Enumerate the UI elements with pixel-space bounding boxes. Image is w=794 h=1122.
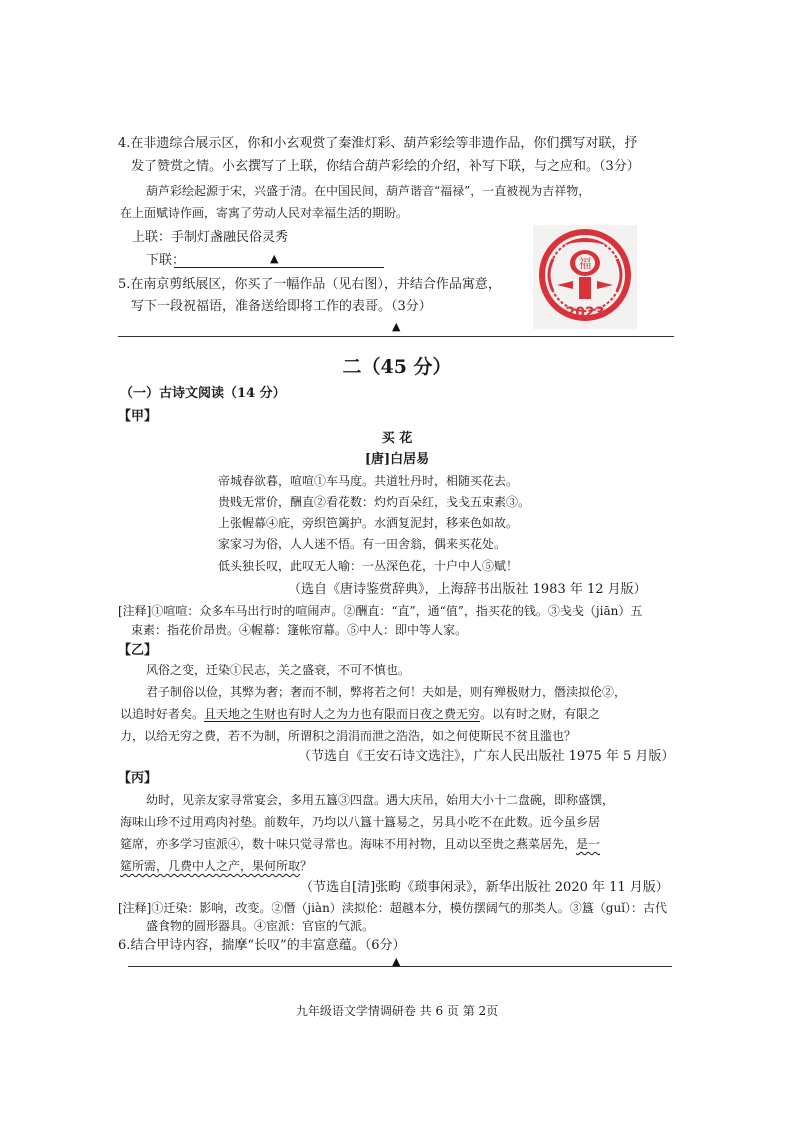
papercut-lantern-tassel (579, 277, 591, 299)
q4-intro-2: 在上面赋诗作画，寄寓了劳动人民对幸福生活的期盼。 (120, 206, 409, 220)
bing-note-2: 盛食物的圆形器具。④宦派：官宦的气派。 (146, 919, 375, 933)
bing-4-post: ？ (300, 859, 313, 873)
yi-underlined-sentence: 且天地之生财也有时人之为力也有限而日夜之费无穷 (204, 707, 481, 721)
poem-line-3: 上张幄幕④庇，旁织笆篱护。水洒复泥封，移来色如故。 (218, 516, 519, 530)
bing-line-4 (120, 858, 312, 875)
divider-2 (128, 966, 672, 967)
papercut-year: 2023 (565, 305, 605, 321)
yi-source: （节选自《王安石诗文选注》，广东人民出版社 1975 年 5 月版） (298, 749, 675, 764)
q6-text: 6.结合甲诗内容，揣摩“长叹”的丰富意蕴。（6分） (118, 938, 406, 953)
bing-label: 【丙】 (118, 771, 158, 786)
yi-paragraph-2b (120, 706, 600, 723)
yi-paragraph-1: 风俗之变，迁染①民志，关之盛衰，不可不慎也。 (146, 663, 411, 677)
q5-line-2: 写下一段祝福语，准备送给即将工作的表哥。（3分） (131, 299, 432, 314)
q4-lower-label: 下联： (146, 253, 186, 268)
poem-line-1: 帝城春欲暮，喧喧①车马度。共道牡丹时，相随买花去。 (218, 474, 519, 488)
section-2-title: 二（45 分） (342, 356, 452, 378)
bing-wavy-sentence: 筵所需，几费中人之产，果何所取 (120, 859, 301, 873)
bing-line-3 (120, 836, 600, 853)
jia-label: 【甲】 (118, 409, 158, 424)
yi-2b-pre: 以追时好者矣。 (120, 707, 205, 721)
q4-answer-mark: ▲ (270, 252, 279, 265)
poem-line-5: 低头独长叹，此叹无人喻：一丛深色花，十户中人⑤赋！ (218, 559, 519, 573)
page-footer: 九年级语文学情调研卷 共 6 页 第 2页 (295, 1004, 499, 1018)
poem-line-2: 贵贱无常价，酬直②看花数：灼灼百朵红，戋戋五束素③。 (218, 495, 531, 509)
yi-paragraph-2c: 力，以给无穷之费，若不为制，所谓积之涓涓而泄之浩浩，如之何使斯民不贫且滥也？ (120, 729, 577, 743)
bing-line-2: 海味山珍不过用鸡肉衬垫。前数年，乃均以八簋十簋易之，另具小吃不在此数。近今虽乡居 (120, 815, 601, 829)
papercut-fu-char: 福 (578, 257, 592, 272)
q4-line-1: 4.在非遗综合展示区，你和小玄观赏了秦淮灯彩、葫芦彩绘等非遗作品，你们撰写对联，抒 (118, 136, 638, 151)
section-2-sub-1: （一）古诗文阅读（14 分） (120, 386, 286, 401)
bing-wavy-start: 是一 (576, 837, 601, 851)
yi-2b-post: 。以有时之财，有限之 (480, 707, 601, 721)
poem-title: 买 花 (381, 431, 413, 446)
bing-3-text: 筵席，亦多学习宦派④，数十味只觉寻常也。海味不用衬物，且动以至贵之燕菜居先， (120, 837, 577, 851)
jia-note-2: 束素：指花价昂贵。④幄幕：篷帐帘幕。⑤中人：即中等人家。 (131, 623, 468, 637)
bing-source: （节选自[清]张畇《琐事闲录》，新华出版社 2020 年 11 月版） (300, 880, 669, 895)
bing-line-1: 幼时，见亲友家寻常宴会，多用五簋③四盘。遇大庆吊，始用大小十二盘碗，即称盛馔， (146, 793, 615, 807)
papercut-image (533, 225, 637, 329)
poem-line-4: 家家习为俗，人人迷不悟。有一田舍翁，偶来买花处。 (218, 537, 507, 551)
q4-answer-blank[interactable] (174, 267, 384, 268)
yi-label: 【乙】 (118, 643, 158, 658)
q5-line-1: 5.在南京剪纸展区，你买了一幅作品（见右图），并结合作品寓意， (118, 277, 501, 292)
q4-upper-couplet: 上联：手制灯盏融民俗灵秀 (132, 230, 289, 245)
divider-1 (118, 336, 674, 337)
yi-paragraph-2a: 君子制俗以俭，其弊为奢；奢而不制，弊将若之何！夫如是，则有殚极财力，僭渎拟伦②， (146, 685, 627, 699)
q4-intro-1: 葫芦彩绘起源于宋，兴盛于清。在中国民间，葫芦谐音“福禄”，一直被视为吉祥物， (146, 184, 591, 198)
jia-note-1: [注释]①喧喧：众多车马出行时的喧闹声。②酬直：“直”，通“值”，指买花的钱。③戋戋（jiān）五 (118, 604, 643, 618)
q4-line-2: 发了赞赏之情。小玄撰写了上联，你结合葫芦彩绘的介绍，补写下联，与之应和。（3分） (131, 159, 640, 174)
bing-note-1: [注释]①迁染：影响，改变。②僭（jiàn）渎拟伦：超越本分，模仿摆阔气的那类人。③簋（guǐ）：古代 (118, 901, 668, 915)
poem-author: [唐]白居易 (364, 452, 430, 467)
q5-answer-mark: ▲ (392, 320, 401, 333)
q6-answer-mark: ▲ (392, 955, 401, 968)
jia-source: （选自《唐诗鉴赏辞典》，上海辞书出版社 1983 年 12 月版） (288, 582, 647, 597)
